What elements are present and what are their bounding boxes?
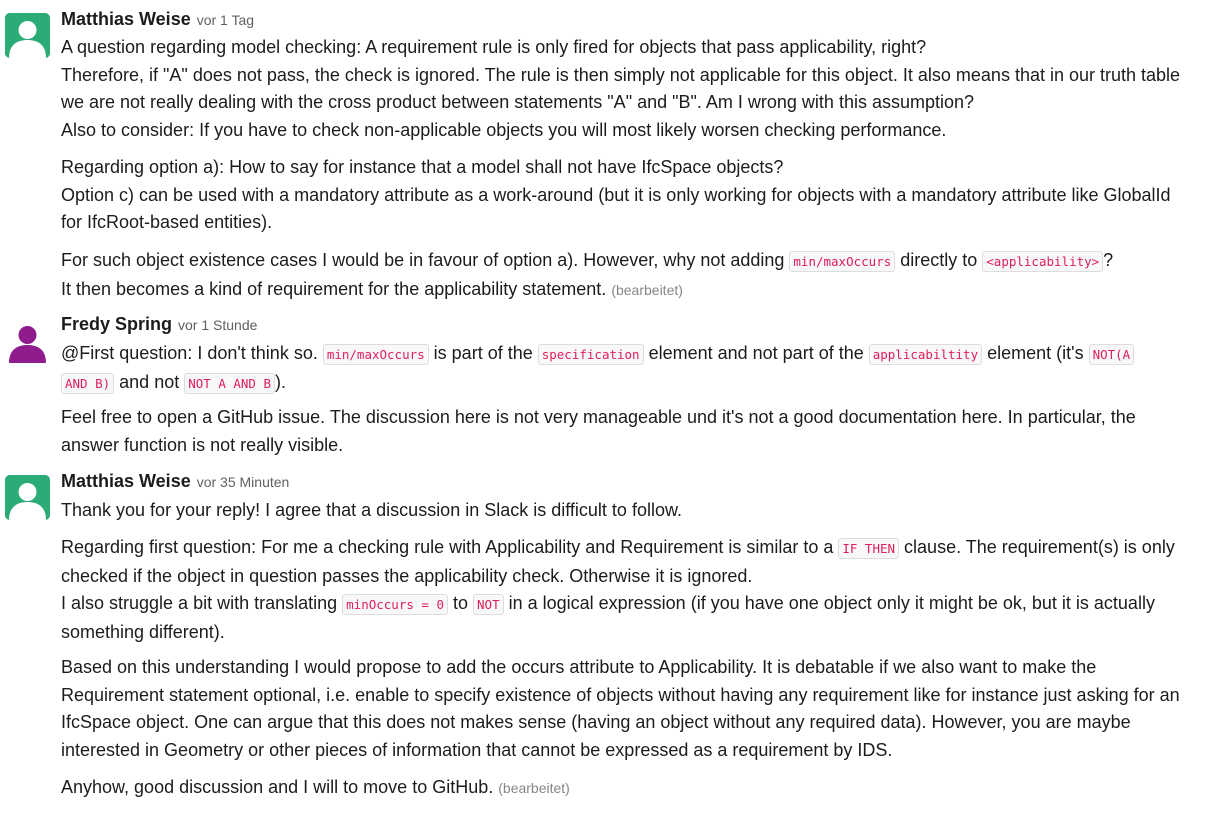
text-line — [61, 774, 1221, 803]
message-paragraph — [61, 404, 1221, 459]
text-line: A question regarding model checking: A requirement rule is only fired for objects that pass applicability, right? — [61, 37, 927, 57]
text-line — [61, 534, 1221, 563]
inline-code: AND B) — [61, 373, 114, 394]
text: It then becomes a kind of requirement for the applicability statement. — [61, 278, 607, 299]
text-line — [61, 590, 1221, 619]
text-line: IfcSpace object. One can argue that this does not makes sense (having an object without any required data). However, you are maybe — [61, 712, 1131, 732]
message-paragraph — [61, 534, 1221, 646]
timestamp[interactable]: vor 1 Tag — [196, 12, 255, 28]
text-line: Option c) can be used with a mandatory attribute as a work-around (but it is only working for objects with a mandatory attribute like GlobalId — [61, 184, 1171, 205]
text-line: Based on this understanding I would propose to add the occurs attribute to Applicability. It is debatable if we also want to make the — [61, 657, 1097, 677]
avatar[interactable] — [5, 13, 50, 58]
text-line: interested in Geometry or other pieces of information that cannot be expressed as a requirement by IDS. — [61, 739, 893, 760]
author-name[interactable]: Matthias Weise — [61, 471, 191, 491]
text-line — [61, 276, 1221, 305]
inline-code: minOccurs = 0 — [342, 594, 448, 615]
text-line: for IfcRoot-based entities). — [61, 212, 273, 232]
message-paragraph — [61, 497, 1221, 525]
message-header — [61, 314, 257, 335]
text: directly to — [895, 250, 983, 270]
message-header — [61, 9, 254, 30]
edited-label: (bearbeitet) — [498, 780, 570, 796]
text: element and not part of the — [643, 343, 869, 363]
message-paragraph — [61, 247, 1221, 304]
message-header — [61, 471, 289, 492]
text-line — [61, 340, 1221, 369]
edited-label: (bearbeitet) — [611, 281, 683, 298]
text: For such object existence cases I would be in favour of option a). However, why not adding — [61, 250, 790, 270]
inline-code: specification — [538, 344, 644, 365]
author-name[interactable]: Matthias Weise — [61, 9, 191, 29]
text: to — [448, 593, 474, 613]
timestamp[interactable]: vor 1 Stunde — [178, 317, 258, 333]
message-paragraph — [61, 774, 1221, 803]
text-line: answer function is not really visible. — [61, 434, 344, 455]
timestamp[interactable]: vor 35 Minuten — [196, 474, 290, 490]
text: clause. The requirement(s) is only — [899, 537, 1175, 557]
user-silhouette-icon — [5, 318, 50, 363]
inline-code: min/maxOccurs — [323, 344, 429, 365]
inline-code: NOT(A — [1089, 344, 1135, 365]
text: ? — [1103, 250, 1114, 270]
inline-code: applicabiltity — [869, 344, 982, 365]
text-line: Feel free to open a GitHub issue. The discussion here is not very manageable und it's not a good documentation here. In particular, the — [61, 407, 1136, 427]
inline-code: <applicability> — [982, 251, 1103, 272]
user-silhouette-icon — [5, 475, 50, 520]
message-paragraph — [61, 154, 1221, 237]
message-paragraph — [61, 654, 1221, 764]
user-silhouette-icon — [5, 13, 50, 58]
text-line: Therefore, if "A" does not pass, the check is ignored. The rule is then simply not applicable for this object. It also means that in our truth table — [61, 64, 1181, 85]
text-line — [61, 247, 1221, 276]
text: Regarding first question: For me a checking rule with Applicability and Requirement is similar to a — [61, 537, 839, 557]
text-line: Thank you for your reply! I agree that a discussion in Slack is difficult to follow. — [61, 500, 682, 520]
text-line: Requirement statement optional, i.e. enable to specify existence of objects without having any requirement like for instance just asking for an — [61, 684, 1180, 705]
text: in a logical expression (if you have one object only it might be ok, but it is actually — [503, 593, 1155, 613]
text-line: something different). — [61, 621, 225, 642]
text: and not — [114, 371, 185, 392]
text: Anyhow, good discussion and I will to move to GitHub. — [61, 777, 494, 797]
author-name[interactable]: Fredy Spring — [61, 314, 173, 334]
text-line: Also to consider: If you have to check non-applicable objects you will most likely worsen checking performance. — [61, 119, 947, 140]
text: ). — [275, 371, 287, 392]
text: is part of the — [428, 343, 538, 363]
inline-code: NOT — [473, 594, 504, 615]
text: @First question: I don't think so. — [61, 343, 323, 363]
inline-code: IF THEN — [838, 538, 899, 559]
text-line: Regarding option a): How to say for instance that a model shall not have IfcSpace objects? — [61, 157, 784, 177]
avatar[interactable] — [5, 318, 50, 363]
inline-code: min/maxOccurs — [789, 251, 895, 272]
message-paragraph — [61, 340, 1221, 397]
text: I also struggle a bit with translating — [61, 593, 343, 613]
avatar[interactable] — [5, 475, 50, 520]
text-line: checked if the object in question passes the applicability check. Otherwise it is ignored. — [61, 565, 753, 586]
inline-code: NOT A AND B — [184, 373, 275, 394]
text-line — [61, 369, 1221, 398]
message-paragraph — [61, 34, 1221, 144]
text-line: we are not really dealing with the cross product between statements "A" and "B". Am I wrong with this assumption? — [61, 92, 975, 112]
text: element (it's — [982, 343, 1089, 363]
